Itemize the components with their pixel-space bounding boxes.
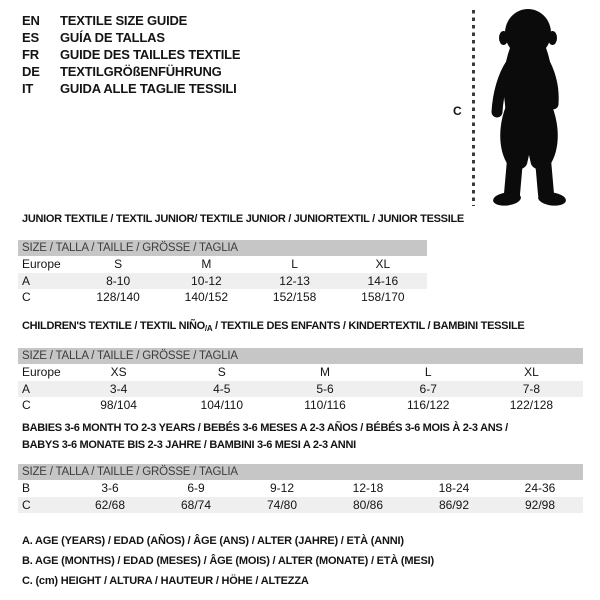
size-value: XL [524, 365, 539, 379]
table-row [18, 397, 583, 414]
size-value: 3-6 [101, 481, 119, 495]
silhouette-ear-right [548, 31, 557, 45]
size-value: 152/158 [272, 290, 317, 304]
size-value: 12-18 [352, 481, 384, 495]
size-value: 24-36 [524, 481, 556, 495]
section-title-line [22, 318, 524, 337]
height-measure-line [472, 10, 475, 206]
size-value: 158/170 [361, 290, 405, 304]
language-code: FR [22, 47, 39, 62]
size-value: 3-4 [109, 381, 128, 396]
language-row [22, 46, 240, 63]
size-value: 110/116 [304, 398, 346, 412]
section-title-line [22, 420, 508, 437]
section-title-line [22, 211, 464, 228]
size-value: 86/92 [438, 497, 470, 512]
table-row [18, 273, 427, 290]
language-title: GUIDE DES TAILLES TEXTILE [60, 47, 241, 62]
size-header-bar: SIZE / TALLA / TAILLE / GRÖSSE / TAGLIA [18, 240, 427, 256]
language-code: DE [22, 64, 40, 79]
section-title-line [22, 437, 508, 454]
size-value: 80/86 [352, 497, 384, 512]
size-value: S [217, 365, 226, 379]
title-segment: /A [204, 324, 213, 333]
size-value: 9-12 [269, 481, 295, 495]
row-label: C [22, 497, 31, 512]
row-label: Europe [22, 257, 61, 271]
size-value: 4-5 [213, 381, 231, 396]
size-value: L [291, 257, 298, 271]
size-value: XL [375, 257, 391, 271]
row-label: A [22, 381, 31, 396]
size-value: 128/140 [96, 290, 140, 304]
size-table-children [18, 348, 583, 414]
size-value: 5-6 [316, 381, 334, 396]
language-title: GUIDA ALLE TAGLIE TESSILI [60, 81, 237, 96]
title-segment: CHILDREN'S TEXTILE / TEXTIL NIÑO [22, 320, 205, 332]
table-row [18, 364, 583, 381]
table-row [18, 289, 427, 306]
toddler-silhouette-image [482, 8, 577, 208]
height-measure-label: C [453, 104, 462, 118]
size-value: 14-16 [367, 273, 399, 288]
footnotes [22, 531, 434, 591]
section-title-junior [22, 211, 464, 228]
size-value: 6-9 [187, 481, 205, 495]
row-label: A [22, 273, 31, 288]
language-row [22, 63, 240, 80]
size-value: 18-24 [438, 481, 470, 495]
language-title: TEXTILGRÖßENFÜHRUNG [60, 64, 222, 79]
size-value: 6-7 [419, 381, 437, 396]
size-value: 92/98 [524, 497, 556, 512]
size-value: L [424, 365, 432, 379]
size-header-bar: SIZE / TALLA / TAILLE / GRÖSSE / TAGLIA [18, 348, 583, 364]
size-value: XS [110, 365, 127, 379]
size-value: 62/68 [94, 497, 126, 512]
table-row [18, 256, 427, 273]
size-value: 74/80 [266, 497, 298, 512]
title-segment: BABYS 3-6 MONATE BIS 2-3 JAHRE / BAMBINI 3-6 MESI A 2-3 ANNI [22, 439, 356, 451]
size-value: 12-13 [279, 273, 310, 288]
silhouette-leg-right [543, 160, 546, 194]
size-value: 122/128 [509, 398, 554, 412]
size-value: 104/110 [200, 398, 244, 412]
table-row [18, 381, 583, 398]
row-label: C [22, 398, 31, 412]
footnote-line: B. AGE (MONTHS) / EDAD (MESES) / ÂGE (MOIS) / ALTER (MONATE) / ETÀ (MESI) [22, 555, 434, 567]
size-table-junior [18, 240, 427, 306]
size-value: 98/104 [100, 398, 137, 412]
section-title-babies [22, 420, 508, 454]
size-value: 140/152 [184, 290, 229, 304]
language-row [22, 29, 240, 46]
footnote-line: C. (cm) HEIGHT / ALTURA / HAUTEUR / HÖHE / ALTEZZA [22, 575, 309, 587]
footnote-line: A. AGE (YEARS) / EDAD (AÑOS) / ÂGE (ANS) / ALTER (JAHRE) / ETÀ (ANNI) [22, 535, 404, 547]
silhouette-leg-left [512, 160, 515, 194]
size-value: S [114, 257, 123, 271]
title-segment: BABIES 3-6 MONTH TO 2-3 YEARS / BEBÉS 3-6 MESES A 2-3 AÑOS / BÉBÉS 3-6 MOIS À 2-3 ANS / [22, 422, 508, 434]
size-value: 68/74 [180, 497, 212, 512]
title-segment: JUNIOR TEXTILE / TEXTIL JUNIOR/ TEXTILE JUNIOR / JUNIORTEXTIL / JUNIOR TESSILE [22, 213, 464, 225]
table-row [18, 480, 583, 497]
size-table-babies [18, 464, 583, 513]
language-list [22, 12, 240, 97]
language-row [22, 12, 240, 29]
language-title: TEXTILE SIZE GUIDE [60, 13, 188, 28]
title-segment: / TEXTILE DES ENFANTS / KINDERTEXTIL / BAMBINI TESSILE [212, 320, 525, 332]
row-label: C [22, 290, 31, 304]
section-title-children [22, 318, 524, 337]
size-header-bar: SIZE / TALLA / TAILLE / GRÖSSE / TAGLIA [18, 464, 583, 480]
silhouette-ear-left [499, 31, 508, 45]
language-code: ES [22, 30, 39, 45]
language-row [22, 80, 240, 97]
table-row [18, 497, 583, 514]
size-value: M [320, 365, 330, 379]
size-value: 116/122 [406, 398, 450, 412]
size-value: 8-10 [106, 273, 131, 288]
size-value: 7-8 [522, 381, 541, 396]
language-code: EN [22, 13, 40, 28]
row-label: Europe [22, 365, 61, 379]
language-code: IT [22, 81, 34, 96]
language-title: GUÍA DE TALLAS [60, 30, 165, 45]
size-value: M [201, 257, 212, 271]
size-value: 10-12 [191, 273, 222, 288]
row-label: B [22, 481, 31, 495]
